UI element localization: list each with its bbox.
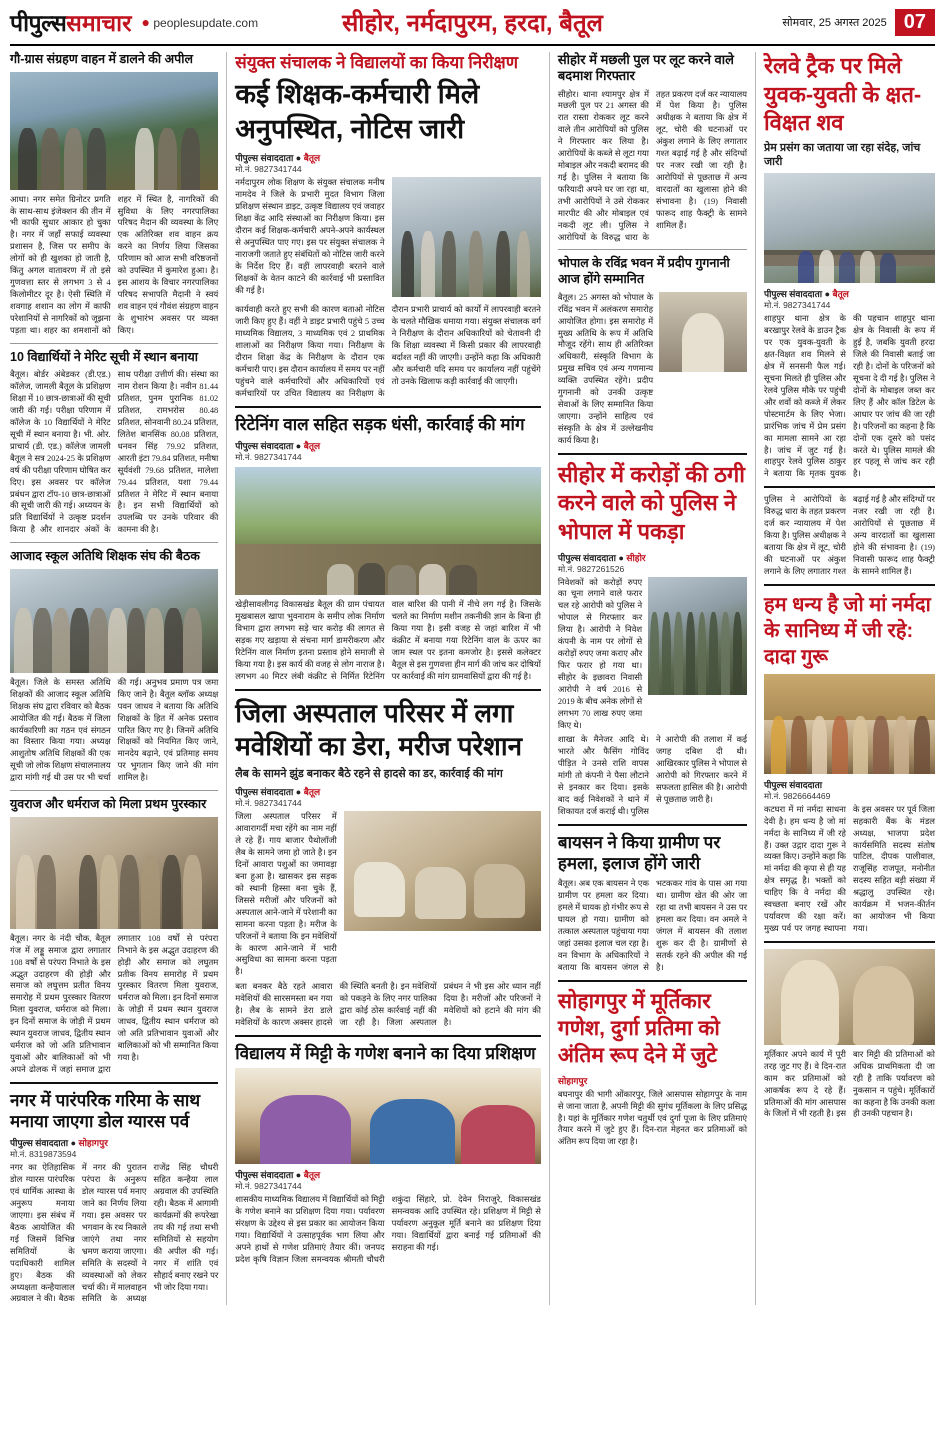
article-a4-body (10, 933, 218, 1076)
article-a3-headline: आजाद स्कूल अतिथि शिक्षक संघ की बैठक (10, 549, 200, 564)
column-divider (226, 52, 227, 1305)
photo-figures (10, 128, 218, 189)
article-a16-photo (764, 949, 935, 1045)
article-a6-text2: लगभग 40 मिटर लंबी कंक्रीट से निर्मित रिटेनिंग वाल बारिश की पानी में नीचे लग गई है। जिसके चलते का निर्माण मशीन तकनीकी ज्ञान के बिना ही किया गया है। इसी वजह से जहां बारिश में भी कंक्रीट में बनाया गया रिटेनिंग वाल के ऊपर का जाम स्थल पर इतना कमजोर है। इससे कलेक्टर बैतूल से इस गुणवत्ता हीन मार्ग की जांच कर दोषियों पर कार्रवाई की मांग ग्रामवासियों द्वारा की गई है। (235, 600, 541, 681)
byline-phone: मो.नं. 9827341744 (763, 300, 831, 311)
article-a10-text2: पुलिस ने आरोपियों के विरुद्ध धारा के तहत प्रकरण दर्ज कर न्यायालय में पेश किया है। पुलिस अधीक्षक ने बताया कि क्षेत्र में लूट, चोरी की घटनाओं पर अंकुश लगाने के लिए लगातार गश्त बढ़ाई गई है और संदिग्धों पर नजर रखी जा रही है। आरोपियों से पूछताछ में अन्य वारदातों का खुलासा होने की संभावना है। (19) निवासी फारूद शाह फैक्ट्री के सामने शामिल हैं। (557, 89, 748, 242)
article-a16-byline (558, 1074, 747, 1087)
article-a11-photo (659, 292, 747, 372)
article-a2-text: बैतूल। बोर्डर अंबेडकर (डी.एड.) कॉलेज, जामली बैतूल के प्रशिक्षण शिक्षा में 10 छात्र-छात्राओं की सूची जारी की गई। परीक्षा परिणाम में कॉलेज के 10 विद्यार्थियों ने मेरिट सूची में स्थान बनाया है। भी. ओर. प्राचार्य (डी. एड.) कॉलेज जामली बैतूल ने सत्र 2024-25 के प्रशिक्षण वर्ष की परीक्षा परिणाम घोषित कर दिए। इस अवसर पर कॉलेज प्रबंधन द्वारा टॉप-10 छात्र-छात्राओं की सूची जारी की गई। अध्ययन के प्रति विद्यार्थियों ने उत्कृष्ट प्रदर्शन किया है और शानदार अंकों के साथ परीक्षा उत्तीर्ण की। (10, 370, 188, 535)
byline-phone: मो.नं. 9827341744 (235, 798, 302, 809)
article-a6-text: खेड़ीसावलीगढ़ विकासखंड बैतूल की ग्राम पंचायत मुखबासल खापा भुवनाराम के समीप लोक निर्माण विभाग द्वारा लगभग सड़े चार करोड़ की लागत से सड़क गए खड़ाया से संचना मार्ग डामरीकरण और रिटेनिंग वाल निर्माण इतना प्रस्ताव होने समाजी से किया गया है। इस कार्य की वजह से लोग नाराज है। (235, 600, 385, 669)
article-a4-text2: अपने ढोलक में जहां समाज द्वारा लगातार 108 वर्षों से परंपरा निभाने के इस अद्भुत उदाहरण की होड़ी और समाज को लघुतम प्रतीक विनय समारोह में प्रथम पुरस्कार वितरण मिला युवराज, धर्मराज को मिला। इन दिनों समाज के जोड़ी में प्रथम स्थान युवराज जाधव, द्वितीय स्थान धर्मराज को जो अति प्रतिभावान युवाओं और बालिकाओं को भी सम्मानित किया गया है। (10, 933, 219, 1074)
byline-place: बैतूल (303, 153, 321, 164)
byline-phone: मो.नं. 9827341744 (235, 1181, 302, 1192)
article-a12-byline: पीपुल्स संवाददाता ● सीहोर मो.नं. 9827261526 (558, 551, 747, 575)
byline-place: बैतूल (303, 787, 321, 798)
article-a10-headline: सीहोर में मछली पुल पर लूट करने वाले बदमाश गिरफ्तार (557, 52, 734, 84)
article-a7-headline: जिला अस्पताल परिसर में लगा मवेशियों का डेरा, मरीज परेशान (235, 697, 523, 762)
byline-phone: मो.नं. 8319873594 (10, 1149, 77, 1160)
article-a5-headline: कई शिक्षक-कर्मचारी मिले अनुपस्थित, नोटिस जारी (235, 79, 480, 145)
article-a4-text: बैतूल। नगर के नंदी चौक, बैतूल गंज में लड्डू समाज द्वारा लगातार 108 वर्षों से परंपरा निभाते के इस अद्भुत उदाहरण की होड़ी और समाज को लघुत्तम प्रतीत विनय समारोह में प्रथम पुरस्कार वितरण मिला युवराज, धर्मराज को मिला। इन दिनों समाज के जोड़ी में प्रथम स्थान युवराज जाधव, द्वितीय स्थान धर्मराज को जो अति प्रतिभावान युवाओं और बालिकाओं को भी (10, 933, 111, 1062)
byline-name: पीपुल्स संवाददाता (235, 441, 294, 452)
photo-figures (764, 716, 935, 774)
byline-name: पीपुल्स संवाददाता (10, 1138, 69, 1149)
column-divider (755, 52, 756, 1305)
article-a8-body (10, 1162, 218, 1305)
article-a2-text2: संस्था का नाम रोशन किया है। नवीन 81.44 प्रतिशत, पुनम पुरानिक 81.02 प्रतिशत, रामभरोस 80.48 प्रतिशत, सोनवानी 80.24 प्रतिशत, लितेश बानसिंक 80.08 प्रतिशत, धनवन सिंह 79.92 प्रतिशत, आरती इंटा 79.84 प्रतिशत, मनीषा सूर्यवंशी 79.68 प्रतिशत, मालेशा 79.44 प्रतिशत, यशा 79.44 प्रतिशत ने मेरिट में स्थान बनाया है। इन सभी विद्यार्थियों को उपलब्धि पर उनके परिवार की कामना की है। (117, 370, 219, 535)
article-a13-body: बैतूल। अब एक बायसन ने एक ग्रामीण पर हमला कर दिया। हमले में घायक हो गंभीर रूप से घायल हो गया। ग्रामीण को तत्काल अस्पताल पहुंचाया गया जहां उसका इलाज चल रहा है। वन विभाग के अधिकारियों ने बताया कि बायसन जंगल से भटककर गांव के पास आ गया था। ग्रामीण खेत की ओर जा रहा था तभी बायसन ने उस पर हमला कर दिया। वन अमले ने जंगल में बायसन की तलाश शुरू कर दी है। ग्रामीणों से सतर्क रहने की अपील की गई है। (557, 879, 748, 972)
article-a10-text: सीहोर। थाना श्यामपुर क्षेत्र में मछली पुल पर 21 अगस्त की रात रास्ता रोककर लूट करने वाले तीन आरोपियों को पुलिस ने गिरफ्तार कर लिया है। आरोपियों के कब्जे से लूटा गया मोबाइल और नकदी बरामद की गई है। पुलिस ने बताया कि फरियादी अपने घर जा रहा था, तभी आरोपियों ने उसे रोककर मारपीट की और मोबाइल एवं नकदी लूट ली। (557, 89, 649, 230)
photo-figures (10, 855, 218, 929)
article-a14-headline: रेलवे ट्रैक पर मिले युवक-युवती के क्षत-विक्षत शव (763, 53, 922, 136)
byline-name: पीपुल्स संवाददाता (557, 552, 616, 563)
article-a5-kicker: संयुक्त संचालक ने विद्यालयों का किया निरीक्षण (235, 53, 519, 72)
byline-place: बैतूल (303, 441, 321, 452)
article-a6-body (235, 599, 541, 682)
article-a14-subhead: प्रेम प्रसंग का जताया जा रहा संदेह, जांच जारी (763, 141, 921, 169)
article-a7-body: जिला अस्पताल परिसर में आवारागर्दी मचा रहेंगे का नाम नहीं ले रहे हैं। गाय बाजार पैथोलॉजी लैब के सामने जमा हो जाते है। इन दिनों आवारा पशुओं का जमावड़ा बना हुआ है। खासकर इस सड़क को स्थानी हिस्सा बना चुके हैं, जिससे मरीजों और परिजनों को अस्पताल आने-जाने में परेशानी का सामना करना पड़ता है। मरीज के परिजनों ने बताया कि इन मवेशियों के कारण आने-जाने में भारी असुविधा का सामना करना पड़ता है। (235, 812, 337, 977)
logo (10, 6, 132, 38)
byline-name: पीपुल्स संवाददाता (763, 289, 823, 300)
column-3 (558, 52, 747, 1305)
publication-date: सोमवार, 25 अगस्त 2025 (782, 16, 887, 29)
logo-part1: पीपुल्स (10, 10, 67, 36)
article-a15-text2: मुख्य पर्व पर जगह स्थापना के इस अवसर पर पूर्व जिला सहकारी बैंक के मंडल अध्यक्ष, भाजपा प्रदेश कार्यसमिति सदस्य संतोष पाटिल, दीपक पालीवाल, राजूसिंह राजपूत, मनोनीत सदस्य सहित बड़ी संख्या में श्रद्धालु उपस्थित रहे। कार्यक्रम में भजन-कीर्तन का आयोजन भी किया गया। (763, 804, 935, 933)
article-a9-text: शासकीय माध्यमिक विद्यालय में विद्यार्थियों को मिट्टी के गणेश बनाने का प्रशिक्षण दिया गया। पर्यावरण संरक्षण के उद्देश्य से इस प्रकार का आयोजन किया गया। विद्यार्थियों ने उत्साहपूर्वक भाग लिया और अपने हाथों से गणेश प्रतिमाएं तैयार कीं। (235, 1195, 385, 1252)
byline-place: सोहागपुर (557, 1075, 588, 1086)
article-a9-body (235, 1194, 541, 1266)
article-a7-photo (344, 811, 541, 931)
article-a8-text3: में मालवाहन समिति के अध्यक्ष राजेंद्र सिंह चौधरी सहित कन्हैया लाल अग्रवाल की उपस्थिति रही। बैठक में आगामी कार्यक्रमों की रूपरेखा तय की गई तथा सभी समितियों से सहयोग की अपील की गई। नगर में शांति एवं सौहार्द बनाए रखने पर भी जोर दिया गया। (81, 1163, 219, 1304)
article-a9-headline: विद्यालय में मिट्टी के गणेश बनाने का दिया प्रशिक्षण (235, 1044, 536, 1063)
article-a12-sidebar: पुलिस ने आरोपियों के विरुद्ध धारा के तहत प्रकरण दर्ज कर न्यायालय में पेश किया है। पुलिस अधीक्षक ने बताया कि क्षेत्र में लूट, चोरी की घटनाओं पर अंकुश लगाने के लिए लगातार गश्त बढ़ाई गई है और संदिग्धों पर नजर रखी जा रही है। आरोपियों से पूछताछ में अन्य वारदातों का खुलासा होने की संभावना है। (19) निवासी फारूद शाह फैक्ट्री के सामने शामिल हैं। (763, 495, 935, 576)
article-a15-photo (764, 674, 935, 774)
photo-figures (764, 237, 935, 283)
masthead (10, 0, 935, 46)
edition-cities-text: सीहोर, नर्मदापुरम, हरदा, बैतूल (342, 9, 603, 37)
article-a12-body: निवेशकों को करोड़ों रुपए का चूना लगाने वाले फरार चल रहे आरोपी को पुलिस ने भोपाल से गिरफ्तार कर लिया है। आरोपी ने निवेश कंपनी के नाम पर लोगों से करोड़ों रुपए जमा कराए और फिर फरार हो गया था। सीहोर के इछावरा निवासी आरोपी ने वर्ष 2016 से 2019 के बीच अनेक लोगों से लगभग 70 लाख रुपए जमा किए थे। (557, 577, 643, 730)
edition-cities (342, 6, 603, 39)
article-a15-text: कटघरा में मां नर्मदा साधना देवी है। हम धन्य है जो मां नर्मदा के सानिध्य में जी रहे हैं। उक्त उद्गार दादा गुरू ने व्यक्त किए। उन्होंने कहा कि मां नर्मदा की कृपा से ही यह क्षेत्र समृद्ध है। भक्तों को चाहिए कि वे नर्मदा की स्वच्छता बनाए रखें और पर्यावरण की रक्षा करें। (763, 804, 846, 922)
article-a4-photo (10, 817, 218, 929)
article-a3-text: बैतूल। जिले के समस्त अतिथि शिक्षकों की आजाद स्कूल अतिथि शिक्षक संघ द्वारा रविवार को बैठक आयोजित की गई। बैठक में जिला कार्यकारिणी का गठन एवं संगठन का विस्तार किया गया। अध्यक्ष आशुतोष अतिथि शिक्षकों की एक सूची जो लोक शिक्षण संचालनालय द्वारा मांगी गई थी उस पर भी चर्चा की गई। (10, 677, 142, 783)
article-a15-body (764, 804, 935, 935)
column-2 (235, 52, 541, 1305)
article-a1-body (10, 194, 218, 337)
byline-name: पीपुल्स संवाददाता (235, 153, 294, 164)
byline-name: पीपुल्स संवाददाता (235, 1170, 294, 1181)
article-a1-headline: गौ-ग्रास संग्रहण वाहन में डालने की अपील (10, 52, 193, 66)
article-a1-text: आधा। नगर समेत ग्रिनोटर प्रगति के साथ-साथ इंजेक्शन की तीन में भी काफी सुधार आकार हो चुका है। नगर में जहाँ सफाई व्यवस्था प्रशासन है, जिस पर समीप के लोगों को ही खुशका हो जाती है, किंतु अगल वातावरण में तो इसे गुणवत्ता स्तर से लगभग 3 से 4 किलोमीटर दूर है। ऐसी स्थिति में शवगाह शशान का लोग में काफी परेशानियों से नागरिकों को जूझना पड़ता था। शहर का (10, 194, 111, 335)
article-a5-byline: पीपुल्स संवाददाता ● बैतूल मो.नं. 9827341744 (235, 151, 541, 175)
page-number: 07 (895, 9, 935, 36)
article-a10-body (558, 89, 747, 244)
photo-figures (392, 231, 541, 297)
article-a11-headline: भोपाल के रविंद्र भवन में प्रदीप गुगनानी आज होंगे सम्मानित (557, 256, 730, 287)
article-a7-subhead: लैब के सामने झुंड बनाकर बैठे रहने से हादसे का डर, कार्रवाई की मांग (235, 768, 503, 781)
article-a8-byline: पीपुल्स संवाददाता ● सोहागपुर मो.नं. 8319873594 (10, 1136, 218, 1160)
byline-phone: मो.नं. 9827341744 (235, 452, 302, 463)
byline-place: सीहोर (626, 552, 646, 563)
article-a14-text2: जांच में जुट गई है। शाहपुर रेलवे पुलिस ठाकुर ने बताया कि मृतक युवक की पहचान शाहपुर थाना क्षेत्र के निवासी के रूप में हुई है, जबकि युवती हरदा जिले की निवासी बताई जा रही है। दोनों के परिजनों को सूचना दे दी गई है। पुलिस ने दोनों के मोबाइल जब्त कर लिए हैं और कॉल डिटेल के आधार पर जांच की जा रही है। परिजनों का कहना है कि दोनों एक दूसरे को पसंद करते थे। पुलिस मामले की हर पहलू से जांच कर रही है। (763, 314, 935, 479)
article-a15-byline (764, 778, 935, 802)
byline-place: सोहागपुर (78, 1138, 108, 1149)
article-a14-byline: पीपुल्स संवाददाता ● बैतूल मो.नं. 9827341744 (764, 287, 935, 311)
article-a5-photo (392, 177, 541, 297)
article-a8-headline: नगर में पारंपरिक गरिमा के साथ मनाया जाएगा डोल ग्यारस पर्व (10, 1090, 201, 1132)
column-1 (10, 52, 218, 1305)
column-4 (764, 52, 935, 1305)
article-a9-byline: पीपुल्स संवाददाता ● बैतूल मो.नं. 9827341744 (235, 1168, 541, 1192)
article-a7-caption: बता बनकर बैठे रहते आवारा मवेशियों की सारसमस्ता बन गया है। लैब के सामने डेरा डाले मवेशियों के कारण अक्सर हादसे की स्थिति बनती है। इन मवेशियों को पकड़ने के लिए नगर पालिका द्वारा कोई ठोस कार्रवाई नहीं की जा रही है। जिला अस्पताल प्रबंधन ने भी इस ओर ध्यान नहीं दिया है। मरीजों और परिजनों ने मवेशियों को हटाने की मांग की है। (235, 982, 541, 1028)
article-a16-headline: सोहागपुर में मूर्तिकार गणेश, दुर्गा प्रतिमा को अंतिम रूप देने में जुटे (557, 989, 720, 1068)
article-a12-headline: सीहोर में करोड़ों की ठगी करने वाले को पुलिस ने भोपाल में पकड़ा (557, 461, 745, 544)
photo-figures (648, 612, 747, 695)
byline-place: बैतूल (303, 1170, 321, 1181)
website-url-text: peoplesupdate.com (153, 16, 259, 30)
article-a9-photo (235, 1068, 541, 1164)
article-a9-text2: जनपद प्रदेश कृषि विज्ञान जिला समन्वयक श्रीमती चौधरी शकुंदा सिंहारे, प्रो. देवेन निराजुरे, विकासखंड समन्वयक आदि उपस्थित रहे। प्रशिक्षण में मिट्टी से पर्यावरण अनुकूल मूर्ति बनाने का प्रशिक्षण दिया गया। विद्यार्थियों द्वारा बनाई गई प्रतिमाओं की सराहना की गई। (235, 1195, 541, 1264)
article-a14-text: शाहपुर थाना क्षेत्र के बरखापुर रेलवे के डाउन ट्रैक पर एक युवक-युवती के क्षत-विक्षत शव मिलने से क्षेत्र में सनसनी फैल गई। सूचना मिलते ही पुलिस और रेलवे पुलिस मौके पर पहुंची और शवों को कब्जे में लेकर पोस्टमार्टम के लिए भेजा। प्रारंभिक जांच में प्रेम प्रसंग का मामला सामने आ रहा है। (763, 314, 846, 455)
article-a3-text2: अनुभव प्रमाण पत्र जमा किए जाने है। बैतूल ब्लॉक अध्यक्ष पवन जाधव ने बताया कि अतिथि शिक्षकों के हित में अनेक प्रस्ताव पारित किए गए है। जिनमें अतिथि शिक्षकों को नियमित किए जाने, मानदेय बढ़ाने, एवं प्रतिमाह समय पर भुगतान किए जाने की मांग शामिल है। (117, 677, 219, 783)
article-a11-body: बैतूल। 25 अगस्त को भोपाल के रविंद्र भवन में अलंकरण समारोह आयोजित होगा। इस समारोह में मुख्य अतिथि के रूप में अतिथि मौजूद रहेंगे। साथ ही अतिरिक्त अधिकारी, संस्कृति विभाग के प्रमुख सचिव एवं अन्य गणमान्य व्यक्ति उपस्थित रहेंगे। प्रदीप गुगनानी को उनकी उत्कृष्ट सेवाओं के लिए सम्मानित किया जाएगा। उन्होंने साहित्य एवं संस्कृति के क्षेत्र में उल्लेखनीय कार्य किया है। (557, 292, 654, 445)
article-a6-headline: रिटेनिंग वाल सहित सड़क धंसी, कार्रवाई की मांग (235, 414, 525, 434)
photo-figures (10, 608, 218, 672)
article-a6-byline: पीपुल्स संवाददाता ● बैतूल मो.नं. 9827341744 (235, 439, 541, 463)
article-a3-body (10, 677, 218, 784)
article-a14-photo (764, 173, 935, 283)
byline-phone: मो.नं. 9826664469 (763, 790, 831, 801)
website-url[interactable]: ● peoplesupdate.com (141, 14, 259, 30)
article-a5-body2: कार्यवाही करते हुए सभी की कारण बताओ नोटिस जारी किए हुए हैं। वहीं ने डाइट प्रभारी पहुंचे 5 उच्च माध्यमिक विद्यालय, 3 माध्यमिक एवं 2 प्राथमिक शालाओं का निरीक्षण किया गया। निरीक्षण के दौरान शिक्षा केंद्र के निरीक्षण के दौरान एक कर्मचारी पाए। इस दौरान कार्यालय में समय पर नहीं पहुंचने वाले कर्मचारियों और अधिकारियों एवं कर्मचारियों पर उचित विद्यालय का निरीक्षण के दौरान प्रभारी प्राचार्य को कार्यों में लापरवाही बरतने के चलते मौखिक धमाया गया। संयुक्त संचालक वर्ग ने निरीक्षण के दौरान अधिकारियों को चेतावनी दी कि शिक्षा व्यवस्था में किसी प्रकार की लापरवाही बर्दाश्त नहीं की जाएगी। उन्होंने कहा कि अधिकारी और कर्मचारी यदि समय पर कार्यालय नहीं पहुंचेंगे तो उनके खिलाफ कड़ी कार्रवाई की जाएगी। (235, 305, 541, 398)
article-a14-body (764, 313, 935, 480)
article-a2-headline: 10 विद्यार्थियों ने मेरिट सूची में स्थान बनाया (10, 349, 198, 364)
byline-name: पीपुल्स संवाददाता (235, 787, 294, 798)
article-a6-photo (235, 467, 541, 595)
article-a8-text2: कन्हैयालाल अग्रवाल ने की। बैठक में नगर की पुरातन परंपरा के अनुरूप डोल ग्यारस पर्व मनाए जाने का निर्णय लिया गया। इस अवसर पर भगवान के रथ निकाले जाएंगे तथा नगर भ्रमण कराया जाएगा। समिति के सदस्यों ने व्यवस्थाओं को लेकर चर्चा की। (10, 1163, 147, 1304)
article-a7-byline: पीपुल्स संवाददाता ● बैतूल मो.नं. 9827341744 (235, 785, 541, 809)
byline-phone: मो.नं. 9827261526 (557, 563, 625, 574)
article-a3-photo (10, 569, 218, 673)
byline-place: बैतूल (832, 289, 849, 300)
article-a8-text: नगर का ऐतिहासिक डोल ग्यारस पारंपरिक एवं धार्मिक आस्था के अनुरूप मनाया जाएगा। इस संबंध में बैठक आयोजित की गई जिसमें विभिन्न समितियों के पदाधिकारी शामिल हुए। बैठक की अध्यक्षता (10, 1163, 75, 1292)
article-a16-body: बघनापुर की भागी ओंकारपुर, जिले आसपास सोहागपुर के नाम से जाना जाता है, अपनी मिट्टी की सुगंध मूर्तिकला के लिए प्रसिद्ध है। यहां के मूर्तिकार गणेश चतुर्थी एवं दुर्गा पूजा के लिए प्रतिमाएं तैयार करने में जुटे हुए हैं। दिन-रात मेहनत कर प्रतिमाओं को अंतिम रूप दिया जा रहा है। (557, 1089, 748, 1147)
article-a12-photo (648, 577, 747, 695)
article-a13-headline: बायसन ने किया ग्रामीण पर हमला, इलाज होंगे जारी (557, 832, 721, 874)
article-a15-headline: हम धन्य है जो मां नर्मदा के सानिध्य में जी रहे: दादा गुरू (763, 593, 931, 668)
photo-figures (235, 544, 541, 595)
masthead-right (782, 9, 935, 36)
article-a4-headline: युवराज और धर्मराज को मिला प्रथम पुरस्कार (10, 797, 207, 812)
byline-phone: मो.नं. 9827341744 (235, 164, 302, 175)
article-a1b-text: शमशानों को शहर में स्थित है, नागरिकों की सुविधा के लिए नगरपालिका परिषद मैदान की व्यवस्था के लिए एक अतिरिक्त शव वाहन क्रय करने का निर्णय लिया जिसका परिणाम को आज सभी वरिष्ठजनों को उपस्थित में कुमारेश हुआ। है। इस आशय के विचार नगरपालिका परिषद सभापति मैदानी ने स्वयं शव वाहन एवं गौवंश संग्रहण वाहन के शुभारंभ अवसर पर व्यक्त किए। (73, 194, 219, 335)
column-divider (549, 52, 550, 1305)
logo-part2: समाचार (66, 10, 132, 36)
article-a16-body2: मूर्तिकार अपने कार्य में पूरी तरह जुट गए हैं। वे दिन-रात काम कर प्रतिमाओं को आकर्षक रूप दे रहे हैं। प्रतिमाओं की मांग आसपास के जिलों में भी रहती है। इस बार मिट्टी की प्रतिमाओं को अधिक प्राथमिकता दी जा रही है ताकि पर्यावरण को नुकसान न पहुंचे। मूर्तिकारों का कहना है कि उनकी कला ही उनकी पहचान है। (763, 1049, 935, 1119)
article-a12-body2: शाखा के मैनेजर आदि थे। भारते और फैसिंग गोविंद पीड़ित ने उनसे राशि वापस मांगी तो कंपनी ने पैसा लौटाने से इनकार कर दिया। इसके बाद कई निवेशकों ने थाने में शिकायत दर्ज कराई थी। पुलिस ने आरोपी की तलाश में कई जगह दबिश दी थी। आखिरकार पुलिस ने भोपाल से आरोपी को गिरफ्तार करने में सफलता हासिल की है। आरोपी से पूछताछ जारी है। (557, 735, 748, 817)
page-grid (10, 46, 935, 1305)
article-a2-body (10, 369, 218, 536)
article-a1-photo (10, 72, 218, 190)
byline-name: पीपुल्स संवाददाता (763, 779, 823, 790)
article-a5-body: नर्मदापुरम लोक शिक्षण के संयुक्त संचालक मनीष नामदेव ने जिले के प्रभारी मुदत विभाग जिला प्रशिक्षण संस्थान डाइट, उत्कृष्ट विद्यालय एवं जवाहर शिक्षा केंद्र आदि संस्थाओं का निरीक्षण किया। इस दौरान कई शिक्षक-कर्मचारी अपने-अपने कार्यस्थल से अनुपस्थित पाए गए। इस पर संयुक्त संचालक ने नाराजगी जताते हुए संबंधितों को नोटिस जारी करने के निर्देश दिए हैं। वहीं लापरवाही बरतने वाले शिक्षकों के वेतन काटने की कार्रवाई भी प्रस्तावित की गई है। (235, 178, 385, 295)
